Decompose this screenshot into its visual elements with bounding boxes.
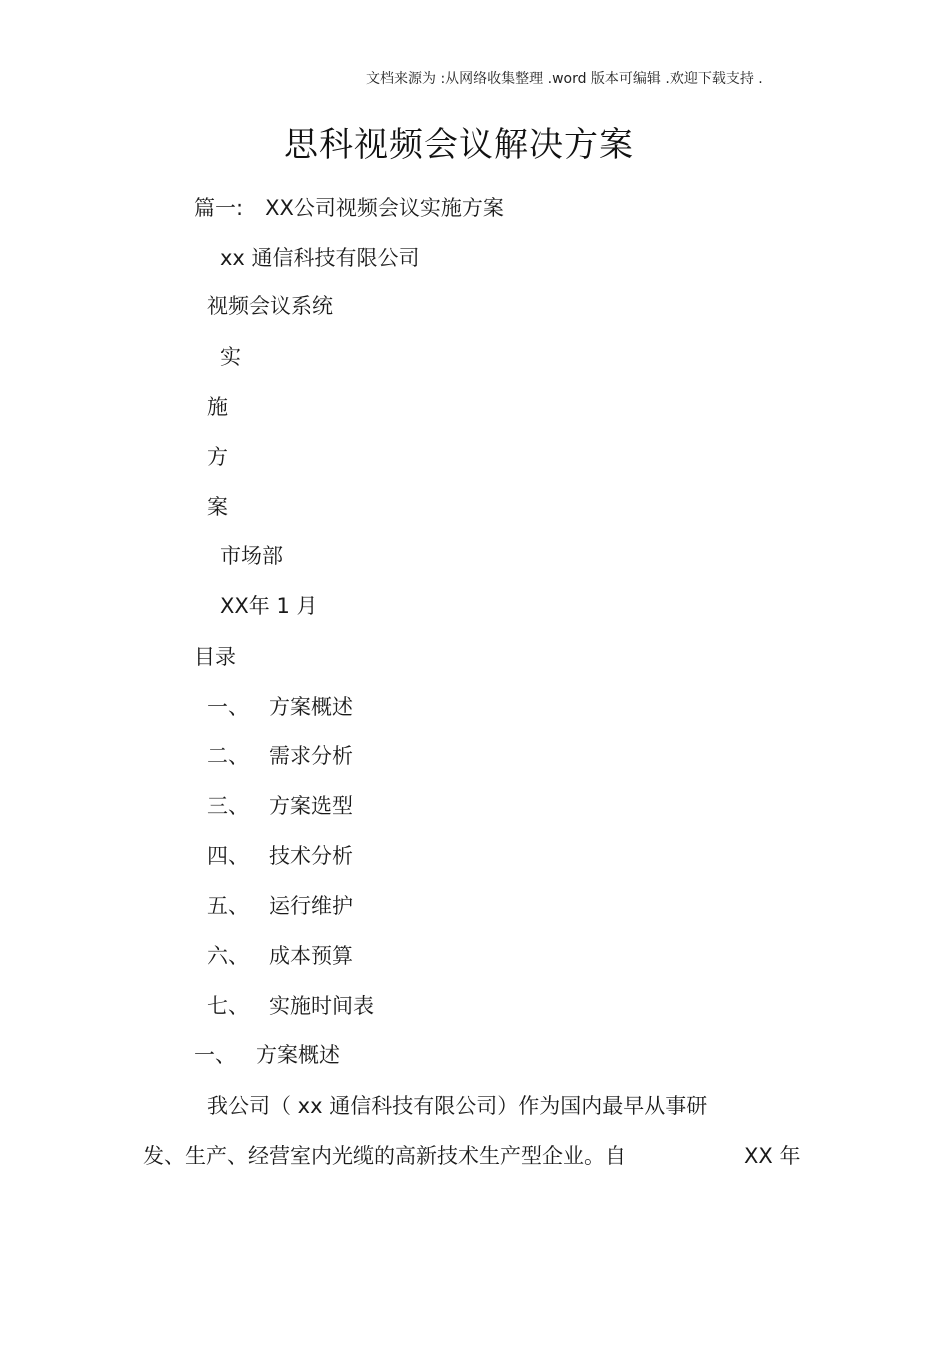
document-title: 思科视频会议解决方案 [284,125,634,165]
toc-item-label: 成本预算 [269,944,353,968]
toc-item-number: 二、 [207,744,249,768]
toc-item-label: 方案选型 [269,794,353,818]
source-note: 文档来源为 :从网络收集整理 .word 版本可编辑 .欢迎下载支持 . [366,71,763,87]
paragraph-line-2-year: XX 年 [744,1144,801,1168]
part-heading [194,198,504,219]
vertical-char-1: 实 [220,345,241,369]
toc-item [207,697,353,718]
part-label: 篇一: [194,196,244,220]
toc-item [207,796,353,817]
vertical-char-3: 方 [207,445,228,469]
date: XX年 1 月 [220,594,318,618]
vertical-char-2: 施 [207,395,228,419]
toc-title: 目录 [194,645,236,669]
toc-item-label: 实施时间表 [269,994,374,1018]
part-title: XX公司视频会议实施方案 [265,196,504,220]
toc-item [207,746,353,767]
toc-item [207,996,374,1017]
paragraph-line-1: 我公司（ xx 通信科技有限公司）作为国内最早从事研 [207,1094,708,1118]
system-name: 视频会议系统 [207,294,333,318]
toc-item [207,896,353,917]
toc-item-number: 四、 [207,844,249,868]
toc-item-number: 五、 [207,894,249,918]
toc-item [207,946,353,967]
paragraph-line-2 [143,1146,626,1167]
toc-item-label: 方案概述 [269,695,353,719]
company-name: xx 通信科技有限公司 [220,246,420,270]
toc-item-label: 技术分析 [269,844,353,868]
section-title: 方案概述 [256,1043,340,1067]
paragraph-line-2-text: 发、生产、经营室内光缆的高新技术生产型企业。自 [143,1144,626,1168]
vertical-char-4: 案 [207,495,228,519]
toc-item-number: 一、 [207,695,249,719]
toc-item-number: 六、 [207,944,249,968]
section-number: 一、 [194,1043,236,1067]
section-heading [194,1045,340,1066]
toc-item-number: 七、 [207,994,249,1018]
toc-item-label: 运行维护 [269,894,353,918]
toc-item-number: 三、 [207,794,249,818]
toc-item [207,846,353,867]
department: 市场部 [220,544,283,568]
toc-item-label: 需求分析 [269,744,353,768]
